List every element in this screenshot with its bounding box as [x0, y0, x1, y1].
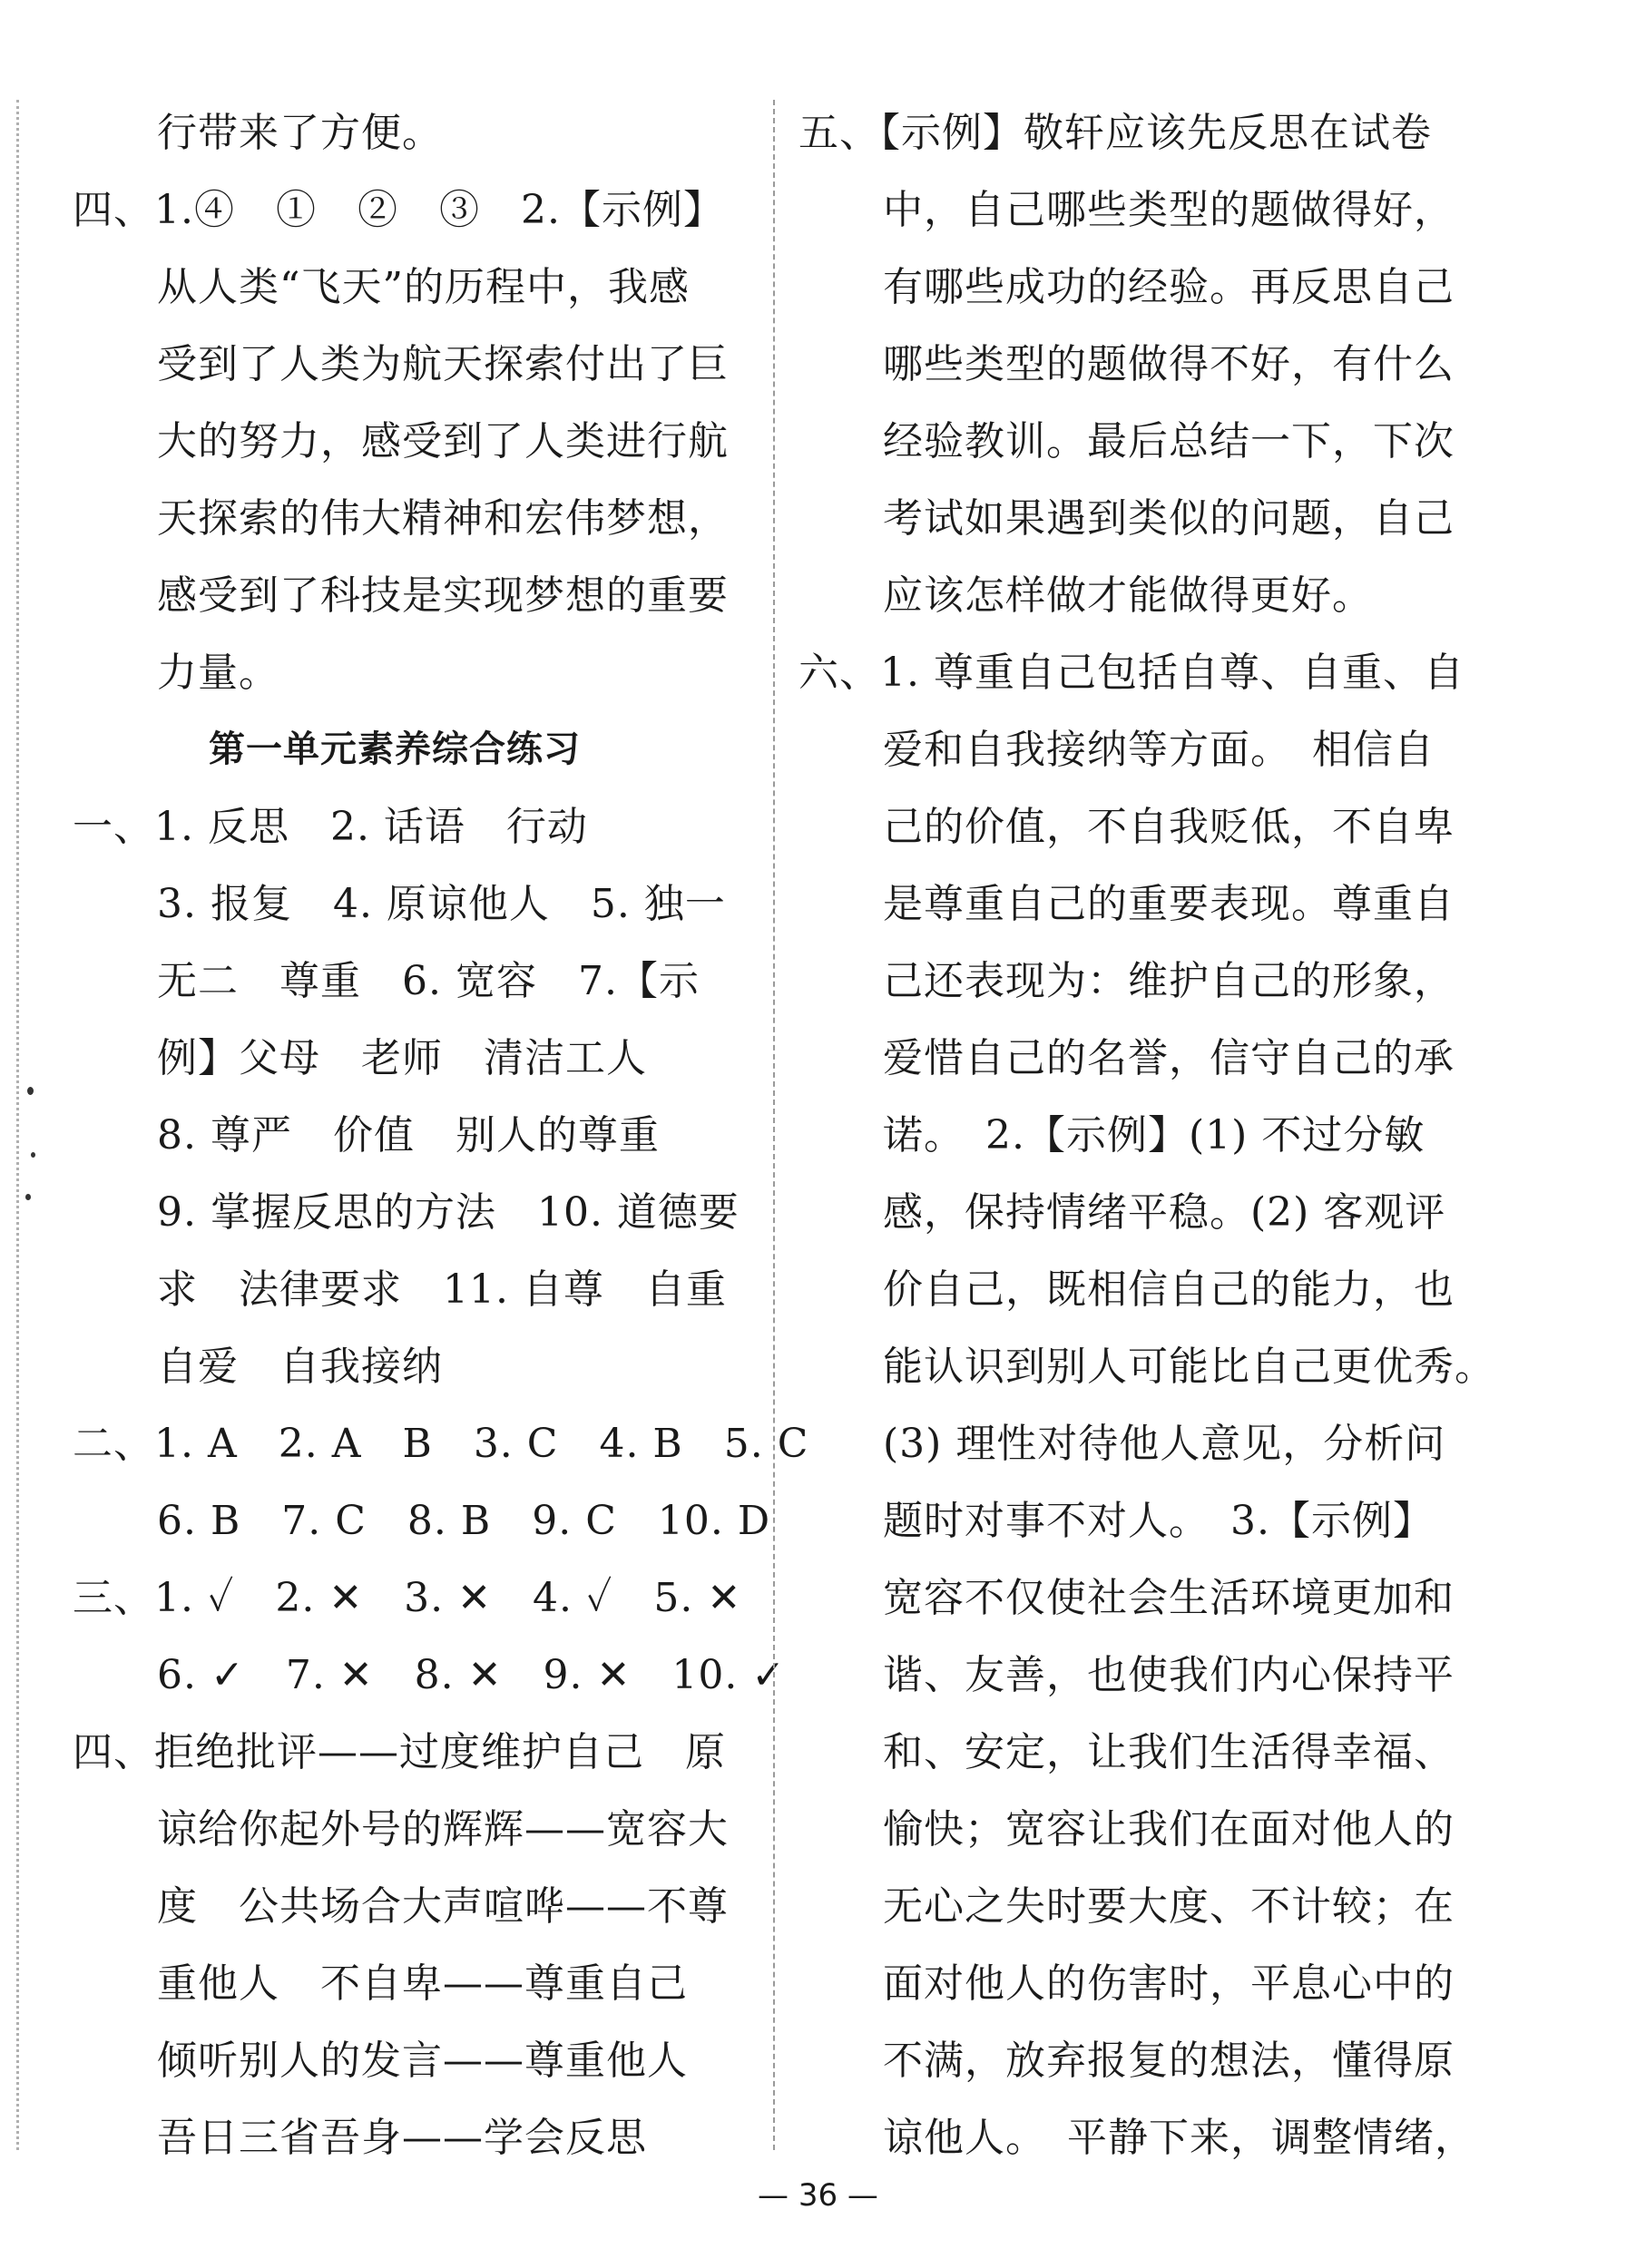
- right-text-line: 题时对事不对人。 3.【示例】: [883, 1498, 1434, 1544]
- section-heading: 第一单元素养综合练习: [209, 728, 581, 770]
- right-column: [798, 94, 1495, 2176]
- left-text-line: 行带来了方便。: [157, 110, 443, 156]
- right-text-line: 爱和自我接纳等方面。 相信自: [883, 727, 1435, 773]
- left-text-line: 天探索的伟大精神和宏伟梦想，: [157, 495, 729, 542]
- right-text-line: 面对他人的伤害时，平息心中的: [883, 1960, 1455, 2007]
- binding-mark: [31, 1152, 35, 1158]
- left-text-line: 6. ✓ 7. ✕ 8. ✕ 9. ✕ 10. ✓: [157, 1652, 787, 1698]
- left-text-line: 吾日三省吾身——学会反思: [157, 2115, 647, 2161]
- left-text-line: 9. 掌握反思的方法 10. 道德要: [157, 1189, 740, 1236]
- right-text-line: 经验教训。最后总结一下，下次: [883, 418, 1455, 464]
- right-text-line: 五、【示例】敬轩应该先反思在试卷: [798, 110, 1432, 156]
- left-text-line: 三、1. ✓ 2. ✕ 3. ✕ 4. ✓ 5. ✕: [73, 1575, 742, 1621]
- right-text-line: 不满，放弃报复的想法，懂得原: [883, 2038, 1455, 2084]
- left-text-line: 度 公共场合大声喧哗——不尊: [157, 1883, 729, 1930]
- left-text-line: 一、1. 反思 2. 话语 行动: [73, 804, 588, 850]
- right-text-line: 己的价值，不自我贬低，不自卑: [883, 804, 1455, 850]
- right-text-line: 谅他人。 平静下来，调整情绪，: [883, 2115, 1475, 2161]
- left-text-line: 倾听别人的发言——尊重他人: [157, 2038, 688, 2084]
- left-text-line: 二、1. A 2. A B 3. C 4. B 5. C: [73, 1421, 809, 1467]
- left-text-line: 自爱 自我接纳: [157, 1344, 443, 1390]
- right-text-line: 是尊重自己的重要表现。尊重自: [883, 881, 1455, 927]
- right-text-line: (3) 理性对待他人意见，分析问: [883, 1421, 1446, 1467]
- left-text-line: 无二 尊重 6. 宽容 7.【示: [157, 958, 700, 1004]
- right-text-line: 有哪些成功的经验。再反思自己: [883, 264, 1455, 310]
- left-text-line: 3. 报复 4. 原谅他人 5. 独一: [157, 881, 726, 927]
- left-text-line: 四、1.④ ① ② ③ 2.【示例】: [73, 187, 724, 233]
- page-number: — 36 —: [758, 2177, 878, 2214]
- right-text-line: 中，自己哪些类型的题做得好，: [883, 187, 1455, 233]
- left-text-line: 8. 尊严 价值 别人的尊重: [157, 1112, 660, 1158]
- left-text-line: 大的努力，感受到了人类进行航: [157, 418, 729, 464]
- binding-mark: [27, 1087, 34, 1095]
- right-text-line: 谐、友善，也使我们内心保持平: [883, 1652, 1455, 1698]
- left-text-line: 从人类“飞天”的历程中，我感: [157, 264, 690, 310]
- right-text-line: 宽容不仅使社会生活环境更加和: [883, 1575, 1455, 1621]
- left-text-line: 力量。: [157, 650, 279, 696]
- left-text-line: 四、拒绝批评——过度维护自己 原: [73, 1729, 726, 1775]
- left-text-line: 重他人 不自卑——尊重自己: [157, 1960, 688, 2007]
- binding-edge-dotted-line: [16, 100, 19, 2150]
- left-text-line: 例】父母 老师 清洁工人: [157, 1035, 647, 1081]
- left-text-line: 6. B 7. C 8. B 9. C 10. D: [157, 1498, 771, 1544]
- right-text-line: 诺。 2.【示例】(1) 不过分敏: [883, 1112, 1425, 1158]
- right-text-line: 哪些类型的题做得不好，有什么: [883, 341, 1455, 387]
- left-column: [73, 94, 809, 2176]
- right-text-line: 和、安定，让我们生活得幸福、: [883, 1729, 1455, 1775]
- left-text-line: 受到了人类为航天探索付出了巨: [157, 341, 729, 387]
- right-text-line: 考试如果遇到类似的问题，自己: [883, 495, 1455, 542]
- right-text-line: 愉快；宽容让我们在面对他人的: [883, 1806, 1455, 1853]
- right-text-line: 爱惜自己的名誉，信守自己的承: [883, 1035, 1455, 1081]
- right-text-line: 无心之失时要大度、不计较；在: [883, 1883, 1455, 1930]
- column-divider: [773, 100, 775, 2150]
- binding-mark: [25, 1194, 31, 1200]
- right-text-line: 能认识到别人可能比自己更优秀。: [883, 1344, 1495, 1390]
- left-text-line: 感受到了科技是实现梦想的重要: [157, 572, 729, 619]
- right-text-line: 价自己，既相信自己的能力，也: [883, 1266, 1455, 1313]
- right-text-line: 己还表现为：维护自己的形象，: [883, 958, 1455, 1004]
- right-text-line: 感，保持情绪平稳。(2) 客观评: [883, 1189, 1446, 1236]
- left-text-line: 求 法律要求 11. 自尊 自重: [157, 1266, 727, 1313]
- left-text-line: 谅给你起外号的辉辉——宽容大: [157, 1806, 729, 1853]
- right-text-line: 六、1. 尊重自己包括自尊、自重、自: [798, 650, 1465, 696]
- right-text-line: 应该怎样做才能做得更好。: [883, 572, 1373, 619]
